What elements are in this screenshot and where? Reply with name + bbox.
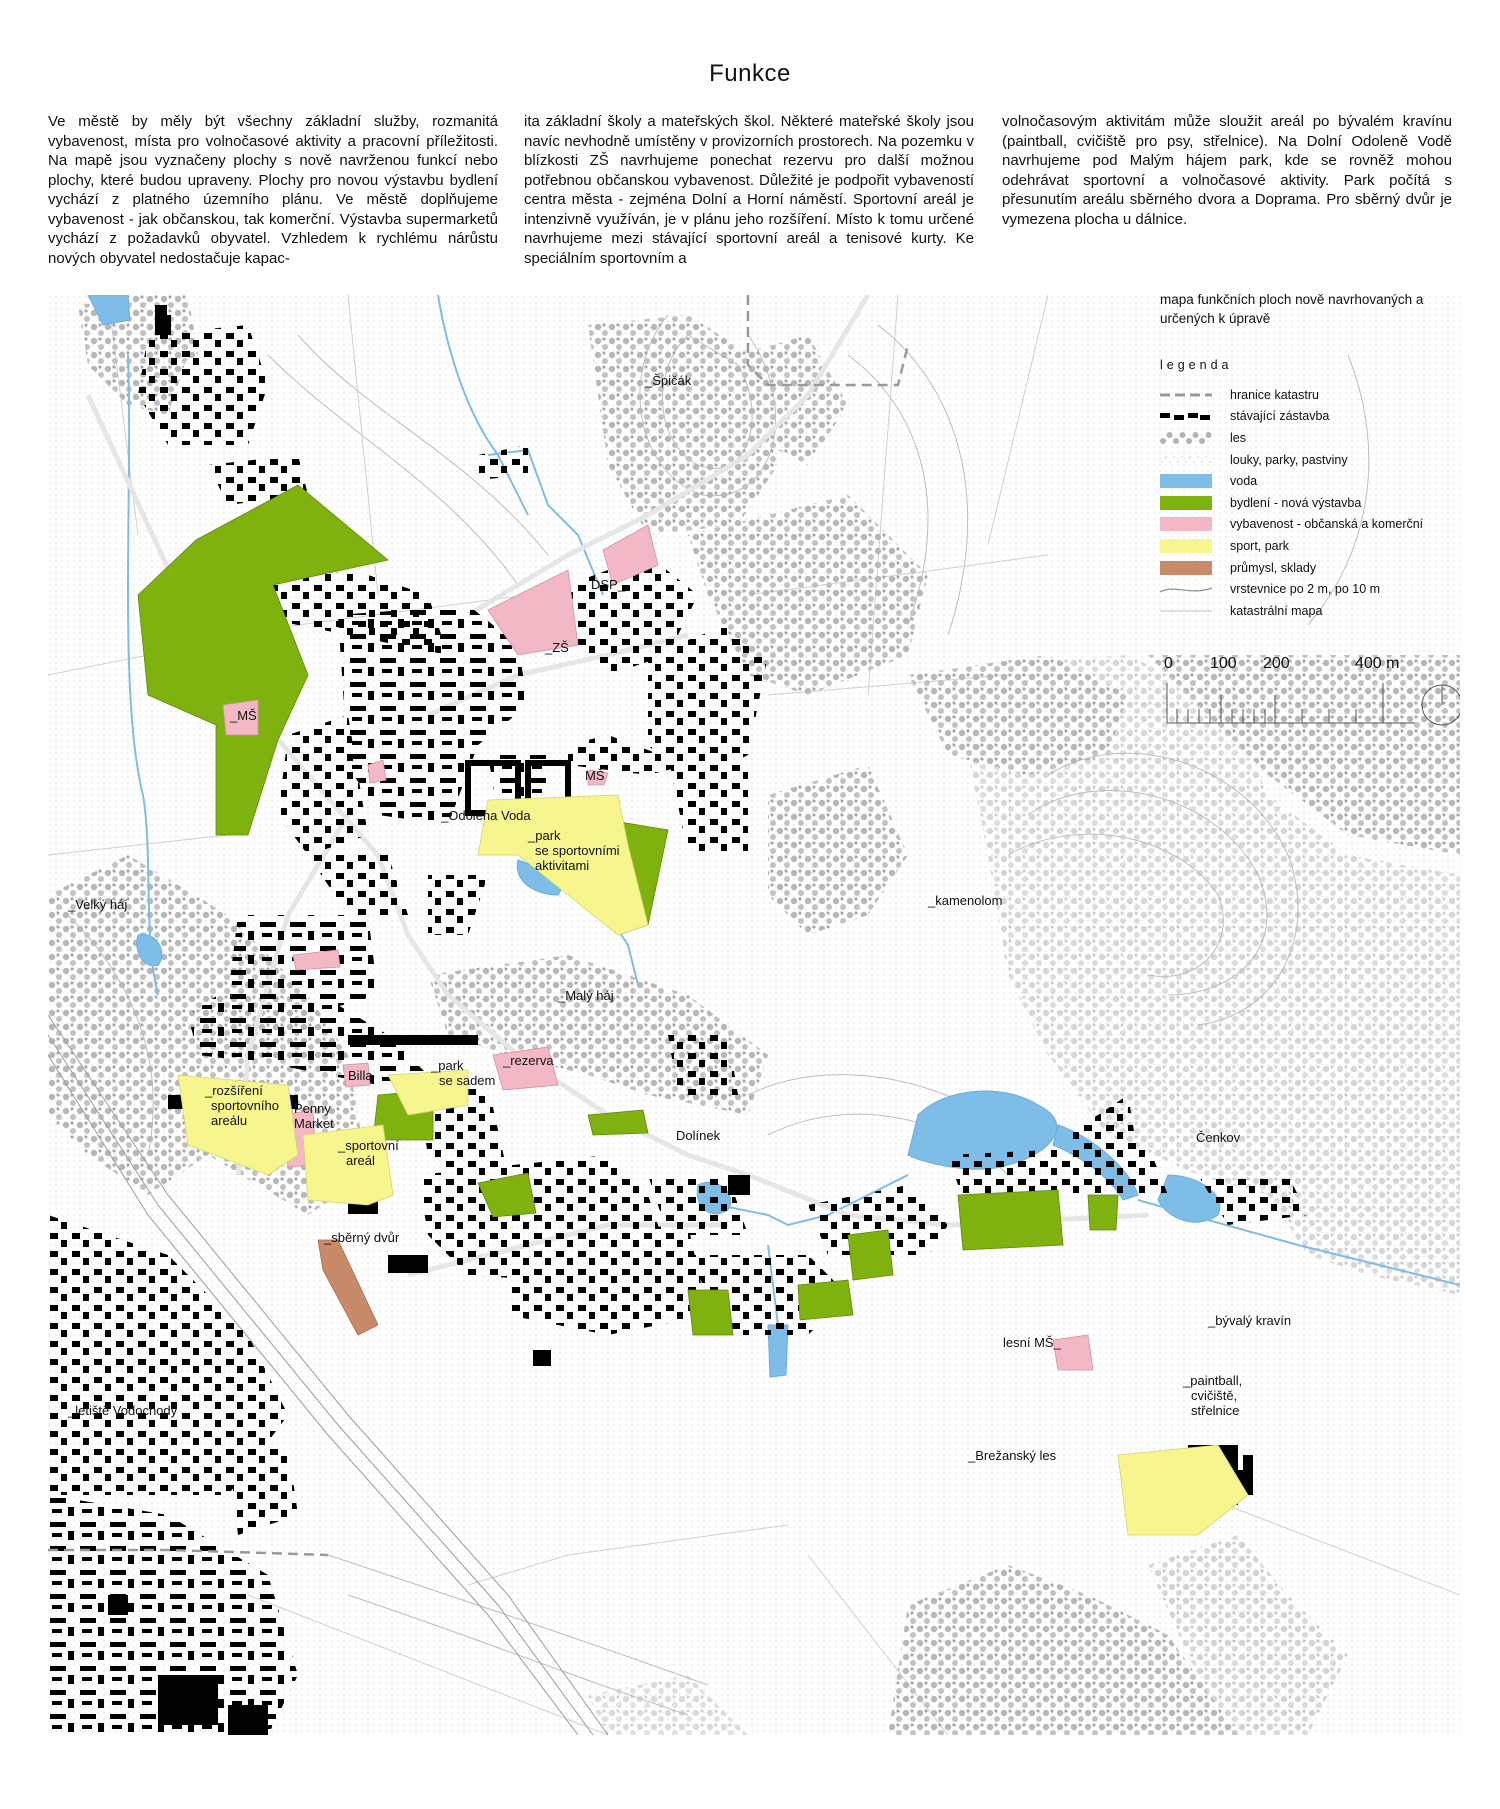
legend-item [1160,427,1480,449]
legend-swatch [1160,496,1212,510]
label-rozsireni-3: areálu [211,1113,248,1128]
legend-item [1160,470,1480,492]
legend-label: voda [1230,474,1258,489]
label-penny-1: Penny [294,1101,331,1116]
label-lesni-ms: lesní MŠ_ [1003,1335,1061,1350]
legend-label: katastrální mapa [1230,603,1323,618]
text-column-3: volnočasovým aktivitám může sloužit areál po bývalém kravínu (paintball, cvičiště pro psy, střelnice). Na Dolní Odoleně Vodě navrhujeme pod Malým hájem park, kde se rovněž mohou odehrávat sportovní a volnočasové aktivity. Park počítá s přesunutím areálu sběrného dvora a Doprama. Pro sběrný dvůr je vymezena plocha u dálnice. [1002,113,1452,228]
label-rozsireni-2: sportovního [211,1098,279,1113]
label-kamenolom: _kamenolom [928,893,1003,908]
label-spicak: _Špičák [645,373,692,388]
label-park-2b: se sadem [439,1073,496,1088]
label-dsp: DSP_ [591,577,625,592]
label-sportovni-2: areál [346,1153,375,1168]
scale-label-400: 400 m [1355,655,1400,672]
label-billa: Billa [348,1068,373,1083]
label-park-2a: _park [431,1058,464,1073]
legend-label: hranice katastru [1230,387,1319,402]
legend-label: stávající zástavba [1230,409,1330,424]
legend-item [1160,535,1480,557]
legend-swatch [1160,409,1212,423]
legend-label: vrstevnice po 2 m, po 10 m [1230,582,1381,597]
legend-item [1160,578,1480,600]
legend-item [1160,514,1480,536]
label-letiste: _letiště Vodochody [68,1403,178,1418]
text-column-1: Ve městě by měly být všechny základní služby, rozmanitá vybavenost, místa pro volnočasové aktivity a pracovní příležitosti. Na mapě jsou vyznačeny plochy s nově navrženou funkcí nebo plochy, které budou upraveny. Plochy pro novou výstavbu bydlení vychází z platného územního plánu. Ve městě doplňujeme vybavenost - jak občanskou, tak komerční. Výstavba supermarketů vychází z požadavků obyvatel. Vzhledem k rychlému nárůstu nových obyvatel nedostačuje kapac- [48,113,498,267]
scale-label-100: 100 [1210,655,1237,672]
legend-heading: mapa funkčních ploch nově navrhovaných a určených k úpravě [1160,292,1424,326]
legend-item [1160,557,1480,579]
legend-swatch [1160,604,1212,618]
scale-bar [1160,655,1460,735]
legend-item [1160,384,1480,406]
label-park-1b: se sportovními [535,843,620,858]
page-title: Funkce [709,60,791,87]
label-brezansky-les: _Brežanský les [968,1448,1057,1463]
label-rezerva: _rezerva [503,1053,554,1068]
label-ms-1: _MŠ [230,708,257,723]
label-dolinek: Dolínek [676,1128,721,1143]
label-velky-haj: _Velký háj [68,897,128,912]
legend-label: les [1230,430,1246,445]
label-park-1a: _park [528,828,561,843]
legend-item [1160,492,1480,514]
scale-label-200: 200 [1263,655,1290,672]
label-paintball-2: cvičiště, [1191,1388,1238,1403]
label-sportovni-1: _sportovní [338,1138,399,1153]
label-zs: _ZŠ [545,640,569,655]
legend-swatch [1160,561,1212,575]
legend-item [1160,406,1480,428]
legend-swatch [1160,388,1212,402]
legend-label: průmysl, sklady [1230,560,1317,575]
label-ms-2: MŠ [585,768,605,783]
legend-panel [1160,290,1480,622]
legend-label: sport, park [1230,538,1290,553]
scale-label-0: 0 [1164,655,1173,672]
text-column-2: ita základní školy a mateřských škol. Některé mateřské školy jsou navíc nevhodně umístěny v provizorních prostorech. Na pozemku v blízkosti ZŠ navrhujeme ponechat rezervu pro další možnou potřebnou občanskou vybavenost. Důležité je podpořit vybaveností centra města - zejména Dolní a Horní náměstí. Sportovní areál je intenzivně využíván, je v plánu jeho rozšíření. Místo k tomu určené navrhujeme mezi stávající sportovní areál a tenisové kurty. Ke speciálním sportovním a [524,113,974,267]
legend-swatch [1160,431,1212,445]
label-odolena-voda: _Odolena Voda [441,808,531,823]
legend-swatch [1160,539,1212,553]
legend-item [1160,449,1480,471]
north-arrow-icon [1422,685,1460,725]
legend-swatch [1160,582,1212,596]
legend-item [1160,600,1480,622]
label-rozsireni-1: _rozšíření [205,1083,263,1098]
label-park-1c: aktivitami [535,858,590,873]
label-byvaly-kravin: _bývalý kravín [1208,1313,1292,1328]
legend-swatch [1160,517,1212,531]
legend-label: louky, parky, pastviny [1230,452,1348,467]
label-penny-2: Market [294,1116,334,1131]
label-cenkov: Čenkov [1196,1130,1241,1145]
legend-label: bydlení - nová výstavba [1230,495,1362,510]
label-paintball-1: _paintball, [1183,1373,1243,1388]
legend-swatch [1160,474,1212,488]
legend-label: vybavenost - občanská a komerční [1230,517,1424,532]
scale-ruler [1160,655,1460,735]
legend-title: legenda [1160,358,1233,372]
label-maly-haj: _Malý háj [558,988,614,1003]
legend-swatch [1160,453,1212,467]
label-sberny-dvur: _sběrný dvůr [324,1230,400,1245]
label-paintball-3: střelnice [1191,1403,1240,1418]
